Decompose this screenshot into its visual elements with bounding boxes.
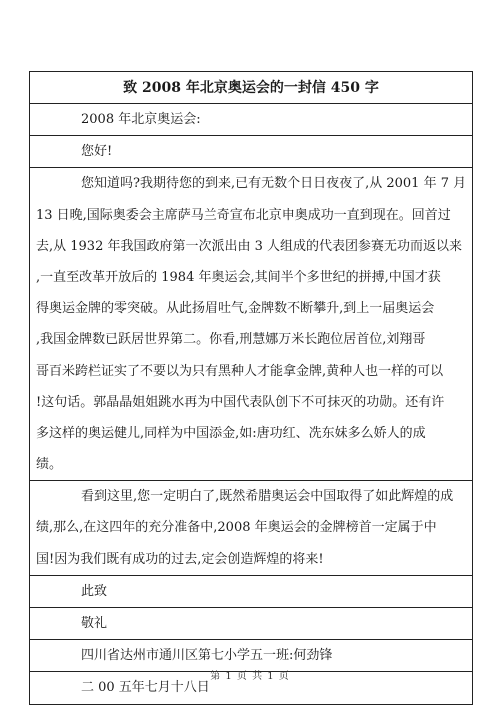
paragraph-line: 绩,那么,在这四年的充分准备中,2008 年奥运会的金牌榜首一定属于中: [36, 520, 437, 536]
letter-greeting: 您好!: [30, 136, 472, 168]
letter-table: [29, 71, 473, 705]
body-paragraph-2: [30, 481, 472, 576]
letter-date: 二 00 五年七月十八日: [30, 672, 472, 704]
body-paragraph-1: [30, 168, 472, 481]
paragraph-line: 哥百米跨栏证实了不要以为只有黑种人才能拿金牌,黄种人也一样的可以: [36, 363, 444, 379]
closing-line-2: 敬礼: [30, 608, 472, 640]
closing-line-1: 此致: [30, 576, 472, 608]
paragraph-line: ,我国金牌数已跃居世界第二。你看,刑慧娜万米长跑位居首位,刘翔哥: [36, 332, 426, 348]
paragraph-line: 国!因为我们既有成功的过去,定会创造辉煌的将来!: [36, 551, 324, 567]
paragraph-line: 得奥运金牌的零突破。从此扬眉吐气,金牌数不断攀升,到上一届奥运会: [36, 301, 435, 317]
page-footer: 第 1 页 共 1 页: [210, 671, 290, 682]
letter-salutation: 2008 年北京奥运会:: [30, 104, 472, 136]
paragraph-line: 绩。: [36, 457, 63, 473]
letter-title: 致 2008 年北京奥运会的一封信 450 字: [30, 72, 472, 104]
paragraph-line: ,一直至改革开放后的 1984 年奥运会,其间半个多世纪的拼搏,中国才获: [36, 269, 441, 285]
paragraph-line: 您知道吗?我期待您的到来,已有无数个日日夜夜了,从 2001 年 7 月: [81, 176, 466, 192]
paragraph-line: 13 日晚,国际奥委会主席萨马兰奇宣布北京申奥成功一直到现在。回首过: [36, 207, 451, 223]
paragraph-line: 多这样的奥运健儿,同样为中国添金,如:唐功红、冼东妹多么娇人的成: [36, 425, 426, 441]
paragraph-line: 看到这里,您一定明白了,既然希腊奥运会中国取得了如此辉煌的成: [81, 489, 454, 505]
paragraph-line: 去,从 1932 年我国政府第一次派出由 3 人组成的代表团参赛无功而返以来: [36, 238, 463, 254]
paragraph-line: !这句话。郭晶晶姐姐跳水再为中国代表队创下不可抹灭的功勋。还有许: [36, 394, 445, 410]
signature: 四川省达州市通川区第七小学五一班:何劲锋: [30, 640, 472, 672]
